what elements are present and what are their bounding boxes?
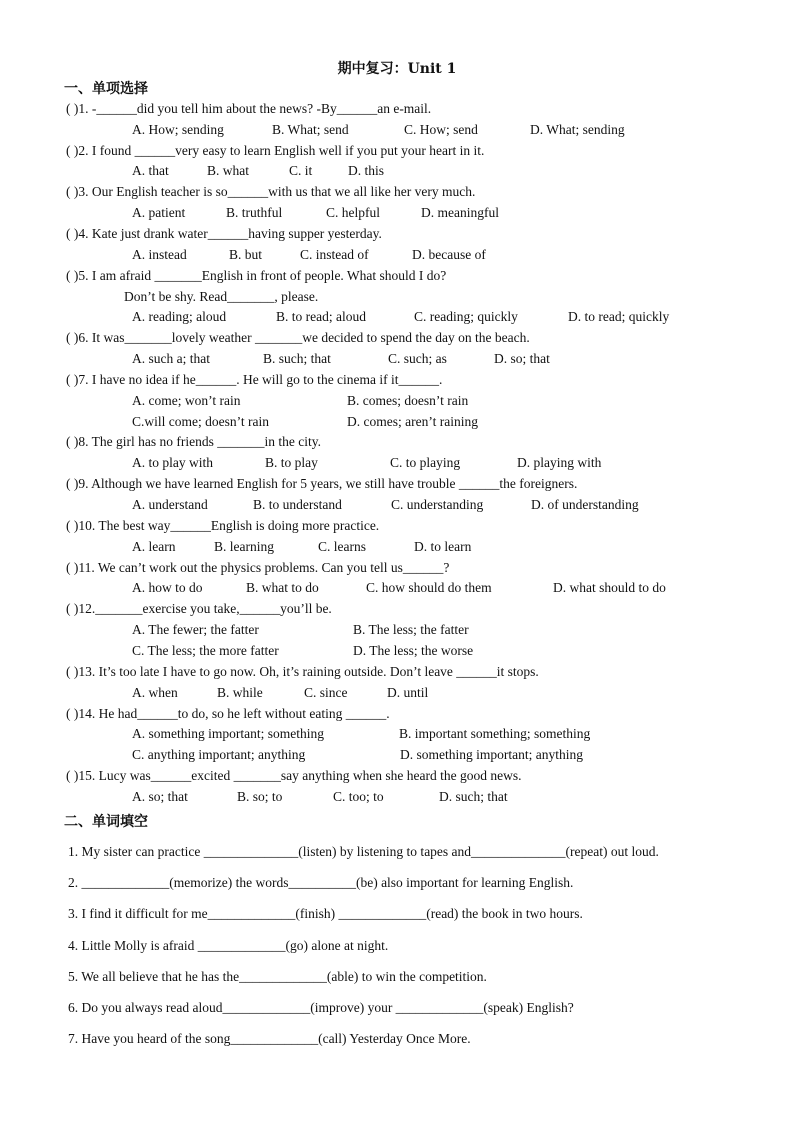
option-b: B. what to do <box>246 580 319 596</box>
options-row <box>0 537 794 557</box>
question-stem: ( )9. Although we have learned English for 5 years, we still have trouble ______the foreigners. <box>66 476 578 492</box>
option-c: C. how should do them <box>366 580 492 596</box>
question-stem: ( )4. Kate just drank water______having supper yesterday. <box>66 225 382 241</box>
option-c: C. too; to <box>333 788 384 804</box>
fill-in-item: 7. Have you heard of the song_____________(call) Yesterday Once More. <box>68 1031 471 1047</box>
option-b: B. What; send <box>272 121 349 137</box>
fill-in-item: 6. Do you always read aloud_____________(improve) your _____________(speak) English? <box>68 1000 574 1015</box>
options-row <box>0 245 794 265</box>
option-a: A. something important; something <box>132 726 324 742</box>
section-heading-word-fill: 二、单词填空 <box>64 814 148 830</box>
option-d: D. because of <box>412 246 486 262</box>
options-row <box>0 391 794 411</box>
question-stem: ( )7. I have no idea if he______. He will go to the cinema if it______. <box>66 371 443 387</box>
options-row <box>0 349 794 369</box>
option-a: A. reading; aloud <box>132 309 227 325</box>
option-d: D. to learn <box>414 538 472 554</box>
fill-in-item: 1. My sister can practice ______________(listen) by listening to tapes and______________(repeat) out loud. <box>68 844 659 859</box>
options-row <box>0 620 794 640</box>
option-c: C. to playing <box>390 455 461 471</box>
option-c: C. learns <box>318 538 366 554</box>
section-heading-multiple-choice: 一、单项选择 <box>64 81 148 97</box>
option-a: A. instead <box>132 246 187 262</box>
fill-in-item: 5. We all believe that he has the_____________(able) to win the competition. <box>68 968 487 984</box>
option-d: D. to read; quickly <box>568 309 670 325</box>
option-d: D. playing with <box>517 455 602 471</box>
option-b: B. to play <box>265 455 318 471</box>
option-b: B. but <box>229 246 263 262</box>
option-b: B. important something; something <box>399 726 591 742</box>
option-b: B. The less; the fatter <box>353 622 469 638</box>
option-d: D. until <box>387 684 429 700</box>
option-a: A. How; sending <box>132 121 224 137</box>
option-d: D. this <box>348 163 385 179</box>
options-row <box>0 203 794 223</box>
option-a: A. patient <box>132 205 186 221</box>
option-b: B. to understand <box>253 497 342 512</box>
option-c: C. reading; quickly <box>414 309 518 325</box>
option-a: A. that <box>132 163 169 179</box>
options-row <box>0 495 794 515</box>
option-a: A. understand <box>132 497 208 512</box>
option-d: D. meaningful <box>421 205 499 221</box>
option-a: A. so; that <box>132 788 188 804</box>
option-a: A. such a; that <box>132 351 210 367</box>
options-row <box>0 412 794 432</box>
question-stem: ( )2. I found ______very easy to learn English well if you put your heart in it. <box>66 142 485 158</box>
options-row <box>0 453 794 473</box>
option-b: B. what <box>207 163 249 179</box>
options-row <box>0 641 794 661</box>
question-stem: ( )1. -______did you tell him about the news? -By______an e-mail. <box>66 100 432 116</box>
option-c: C. such; as <box>388 351 447 367</box>
option-d: D. of understanding <box>531 497 639 512</box>
options-row <box>0 724 794 744</box>
option-a: C. anything important; anything <box>132 747 306 763</box>
option-b: B. learning <box>214 538 274 554</box>
option-b: B. such; that <box>263 351 331 367</box>
option-c: C. How; send <box>404 121 478 137</box>
question-stem: ( )3. Our English teacher is so______with us that we all like her very much. <box>66 184 476 200</box>
options-row <box>0 745 794 765</box>
fill-in-item: 2. _____________(memorize) the words__________(be) also important for learning English. <box>68 875 574 891</box>
option-b: B. comes; doesn’t rain <box>347 392 469 408</box>
option-d: D. What; sending <box>530 121 625 137</box>
option-b: B. so; to <box>237 788 283 804</box>
options-row <box>0 161 794 181</box>
option-b: B. truthful <box>226 205 283 221</box>
option-d: D. what should to do <box>553 580 666 596</box>
page-title: 期中复习：Unit 1 <box>337 61 457 77</box>
option-c: C. instead of <box>300 246 369 262</box>
option-b: D. comes; aren’t raining <box>347 413 478 429</box>
question-stem: ( )10. The best way______English is doing more practice. <box>66 517 380 533</box>
option-b: B. to read; aloud <box>276 309 366 325</box>
option-a: A. The fewer; the fatter <box>132 622 259 638</box>
option-c: C. helpful <box>326 205 380 221</box>
option-a: A. how to do <box>132 580 203 596</box>
option-c: C. since <box>304 684 348 700</box>
option-a: C.will come; doesn’t rain <box>132 413 269 429</box>
option-a: A. come; won’t rain <box>132 392 241 408</box>
option-a: A. when <box>132 684 178 700</box>
question-stem: ( )5. I am afraid _______English in front of people. What should I do? <box>66 267 447 283</box>
question-stem: ( )13. It’s too late I have to go now. Oh, it’s raining outside. Don’t leave ______it stops. <box>66 663 539 679</box>
options-row <box>0 787 794 807</box>
options-row <box>0 578 794 598</box>
options-row <box>0 120 794 140</box>
option-d: D. so; that <box>494 351 550 367</box>
fill-in-item: 3. I find it difficult for me_____________(finish) _____________(read) the book in two hours. <box>68 906 583 922</box>
question-stem-continuation: Don’t be shy. Read_______, please. <box>124 288 319 304</box>
option-a: A. learn <box>132 538 176 554</box>
option-c: C. understanding <box>391 497 484 512</box>
question-stem: ( )12._______exercise you take,______you’ll be. <box>66 601 332 617</box>
question-stem: ( )6. It was_______lovely weather _______we decided to spend the day on the beach. <box>66 330 530 346</box>
option-b: D. something important; anything <box>400 747 583 763</box>
question-stem: ( )8. The girl has no friends _______in the city. <box>66 434 321 450</box>
options-row <box>0 683 794 703</box>
option-d: D. such; that <box>439 788 508 804</box>
question-stem: ( )15. Lucy was______excited _______say anything when she heard the good news. <box>66 768 522 784</box>
option-c: C. it <box>289 163 313 179</box>
option-a: C. The less; the more fatter <box>132 642 279 658</box>
option-a: A. to play with <box>132 455 213 471</box>
options-row <box>0 307 794 327</box>
option-b: D. The less; the worse <box>353 642 474 658</box>
fill-in-item: 4. Little Molly is afraid _____________(go) alone at night. <box>68 937 389 953</box>
question-stem: ( )14. He had______to do, so he left without eating ______. <box>66 705 390 721</box>
option-b: B. while <box>217 684 263 700</box>
question-stem: ( )11. We can’t work out the physics problems. Can you tell us______? <box>66 559 450 575</box>
